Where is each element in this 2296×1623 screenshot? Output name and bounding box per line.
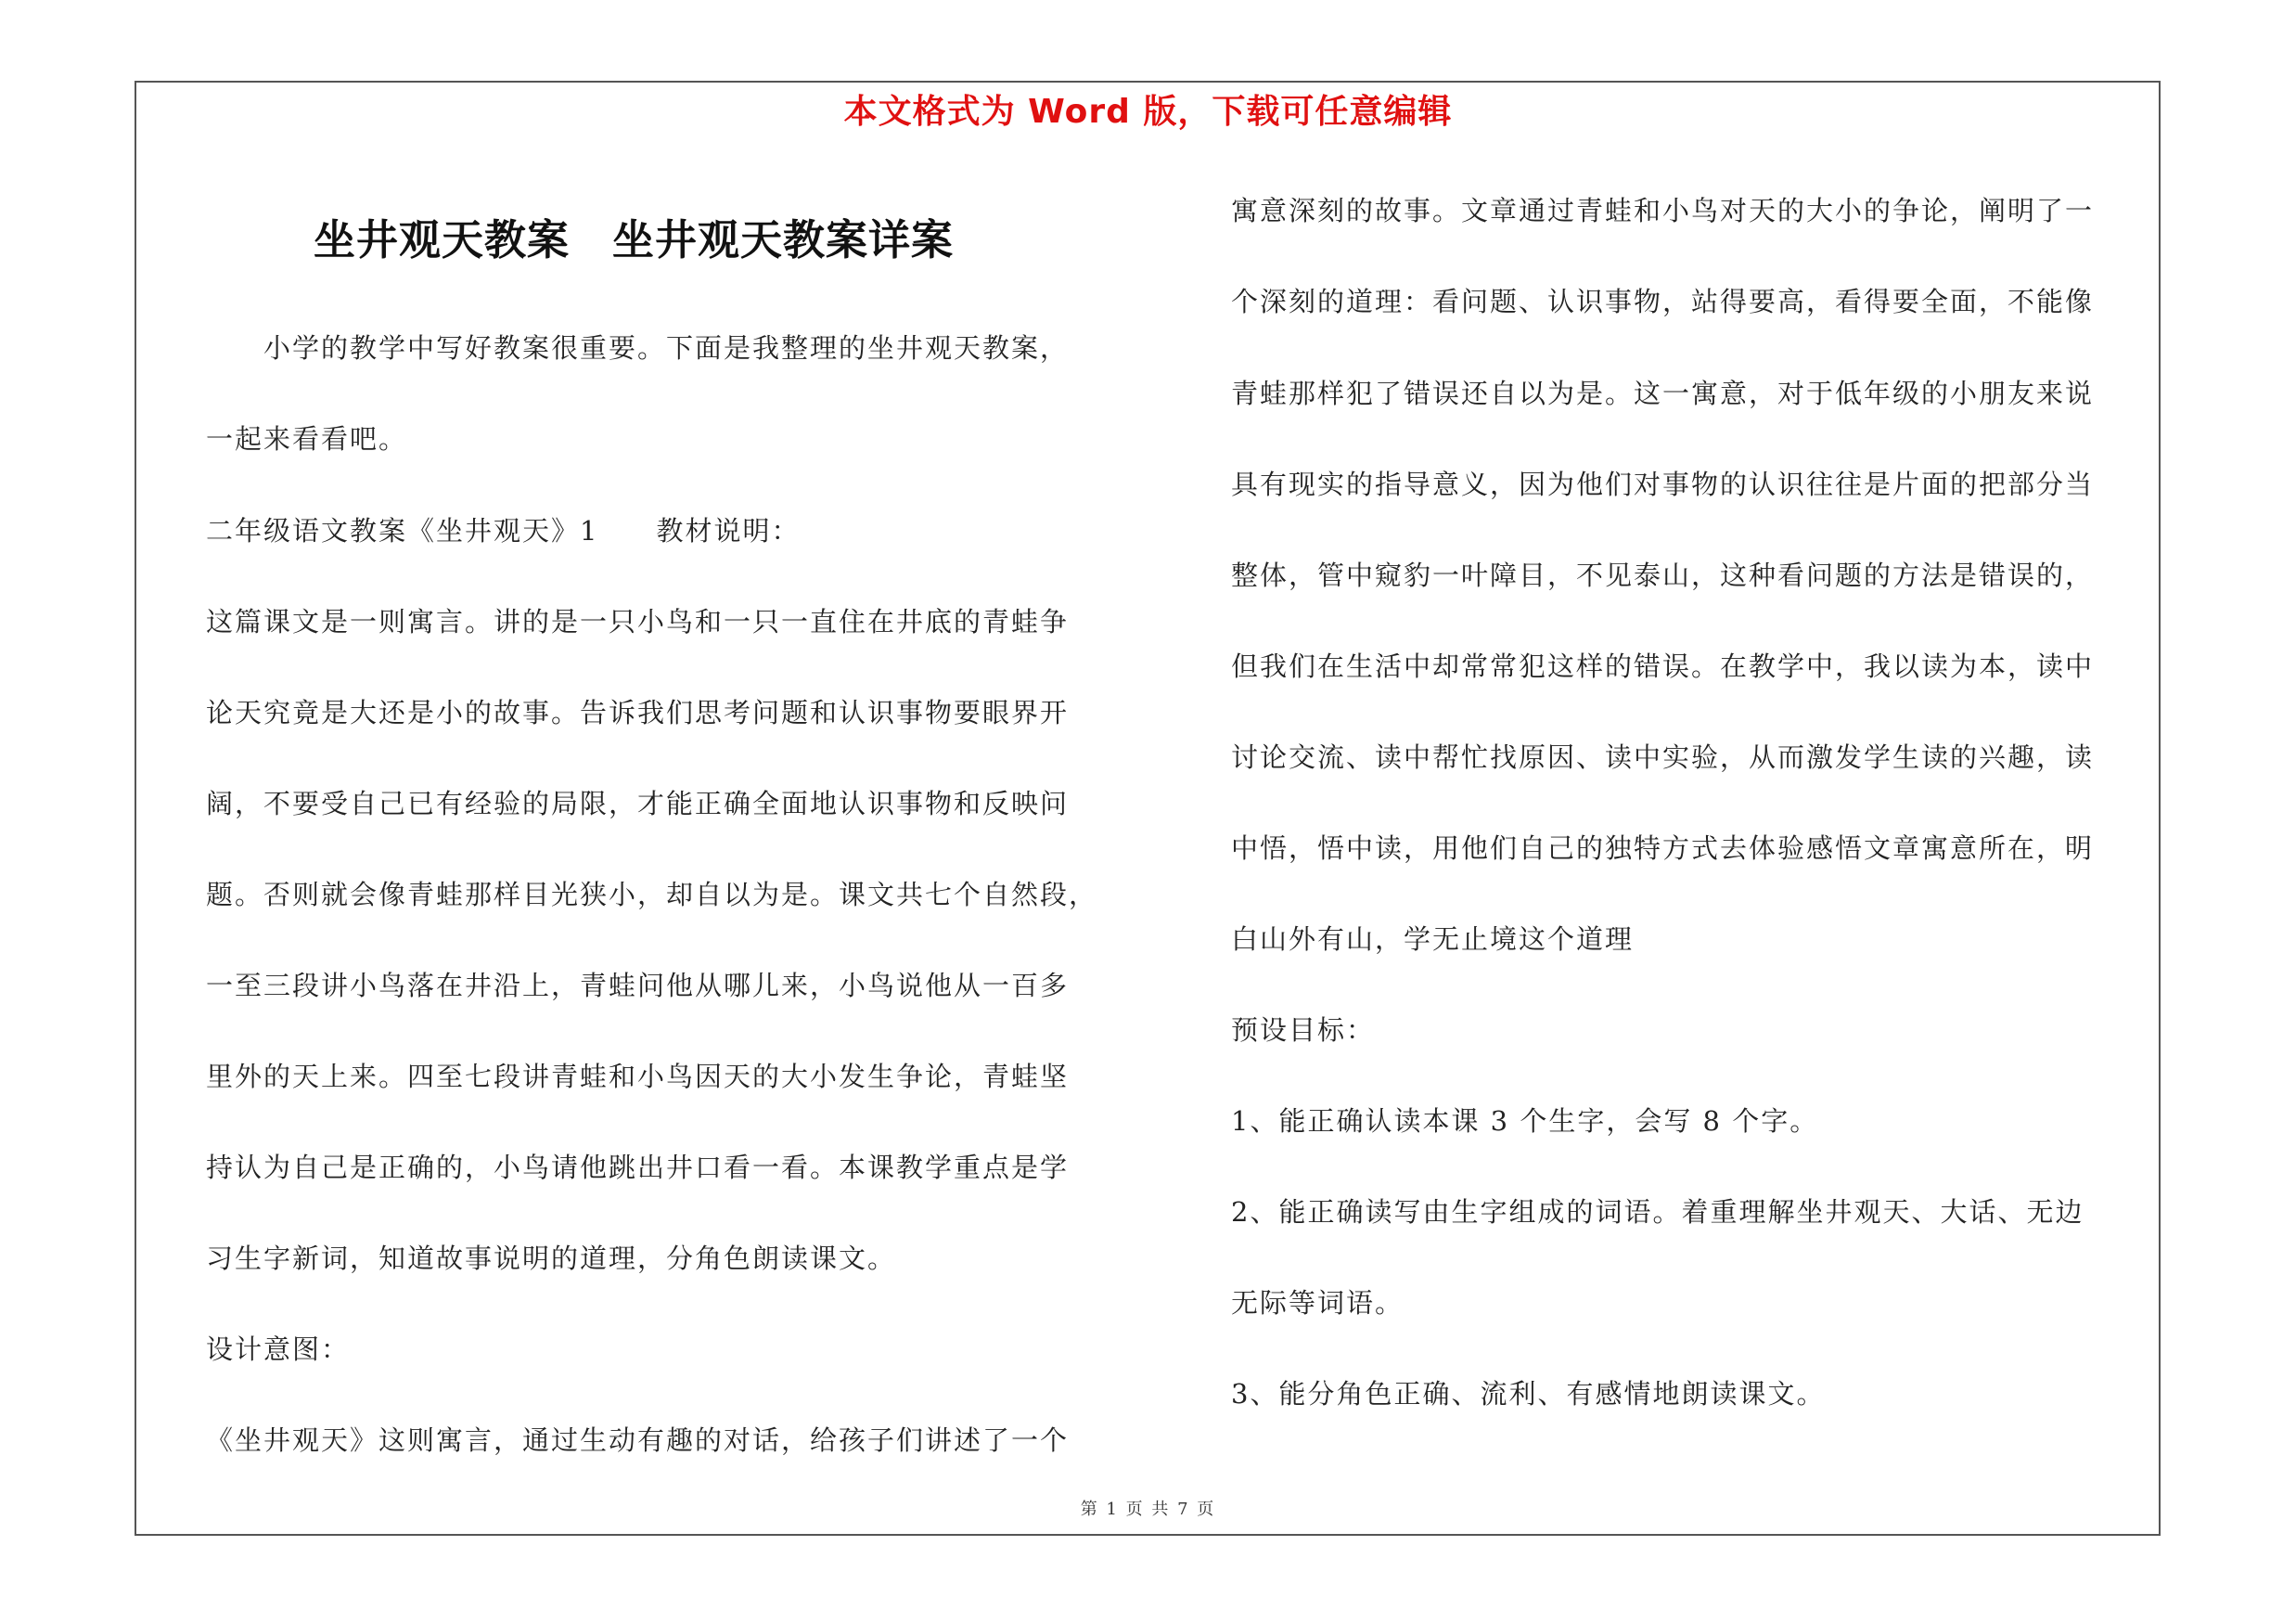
left-line: 习生字新词，知道故事说明的道理，分角色朗读课文。: [206, 1243, 897, 1274]
right-line: 寓意深刻的故事。文章通过青蛙和小鸟对天的大小的争论，阐明了一: [1231, 195, 2095, 226]
document-title: 坐井观天教案 坐井观天教案详案: [314, 215, 955, 264]
left-line: 论天究竟是大还是小的故事。告诉我们思考问题和认识事物要眼界开: [206, 697, 1070, 728]
left-line: 小学的教学中写好教案很重要。下面是我整理的坐井观天教案，: [206, 332, 1070, 364]
left-line: 一起来看看吧。: [206, 423, 408, 455]
left-line: 持认为自己是正确的，小鸟请他跳出井口看一看。本课教学重点是学: [206, 1152, 1070, 1183]
section-heading-design-intent: 设计意图：: [206, 1333, 351, 1365]
word-format-banner: 本文格式为 Word 版，下载可任意编辑: [843, 93, 1453, 131]
left-line: 一至三段讲小鸟落在井沿上，青蛙问他从哪儿来，小鸟说他从一百多: [206, 970, 1070, 1001]
left-line: 这篇课文是一则寓言。讲的是一只小鸟和一只一直住在井底的青蛙争: [206, 606, 1070, 638]
goal-item: 2、能正确读写由生字组成的词语。着重理解坐井观天、大话、无边: [1231, 1196, 2084, 1228]
section-heading-goals: 预设目标：: [1231, 1014, 1376, 1046]
goal-item: 3、能分角色正确、流利、有感情地朗读课文。: [1231, 1378, 1826, 1410]
right-line: 白山外有山，学无止境这个道理: [1231, 923, 1635, 955]
right-line: 整体，管中窥豹一叶障目，不见泰山，这种看问题的方法是错误的，: [1231, 560, 2095, 591]
left-line: 题。否则就会像青蛙那样目光狭小，却自以为是。课文共七个自然段，: [206, 879, 1098, 910]
right-line: 具有现实的指导意义，因为他们对事物的认识往往是片面的把部分当: [1231, 469, 2095, 500]
left-line: 阔，不要受自己已有经验的局限，才能正确全面地认识事物和反映问: [206, 788, 1070, 819]
goal-item-continued: 无际等词语。: [1231, 1287, 1405, 1319]
right-line: 青蛙那样犯了错误还自以为是。这一寓意，对于低年级的小朋友来说: [1231, 378, 2095, 409]
page-number-footer: 第 1 页 共 7 页: [1080, 1500, 1216, 1519]
right-line: 但我们在生活中却常常犯这样的错误。在教学中，我以读为本，读中: [1231, 650, 2095, 682]
left-line: 二年级语文教案《坐井观天》1 教材说明：: [206, 515, 801, 547]
left-line: 《坐井观天》这则寓言，通过生动有趣的对话，给孩子们讲述了一个: [206, 1424, 1070, 1456]
right-line: 中悟，悟中读，用他们自己的独特方式去体验感悟文章寓意所在，明: [1231, 832, 2095, 864]
right-line: 讨论交流、读中帮忙找原因、读中实验，从而激发学生读的兴趣，读: [1231, 741, 2095, 773]
right-line: 个深刻的道理：看问题、认识事物，站得要高，看得要全面，不能像: [1231, 286, 2095, 317]
left-line: 里外的天上来。四至七段讲青蛙和小鸟因天的大小发生争论，青蛙坚: [206, 1061, 1070, 1092]
goal-item: 1、能正确认读本课 3 个生字，会写 8 个字。: [1231, 1105, 1819, 1137]
